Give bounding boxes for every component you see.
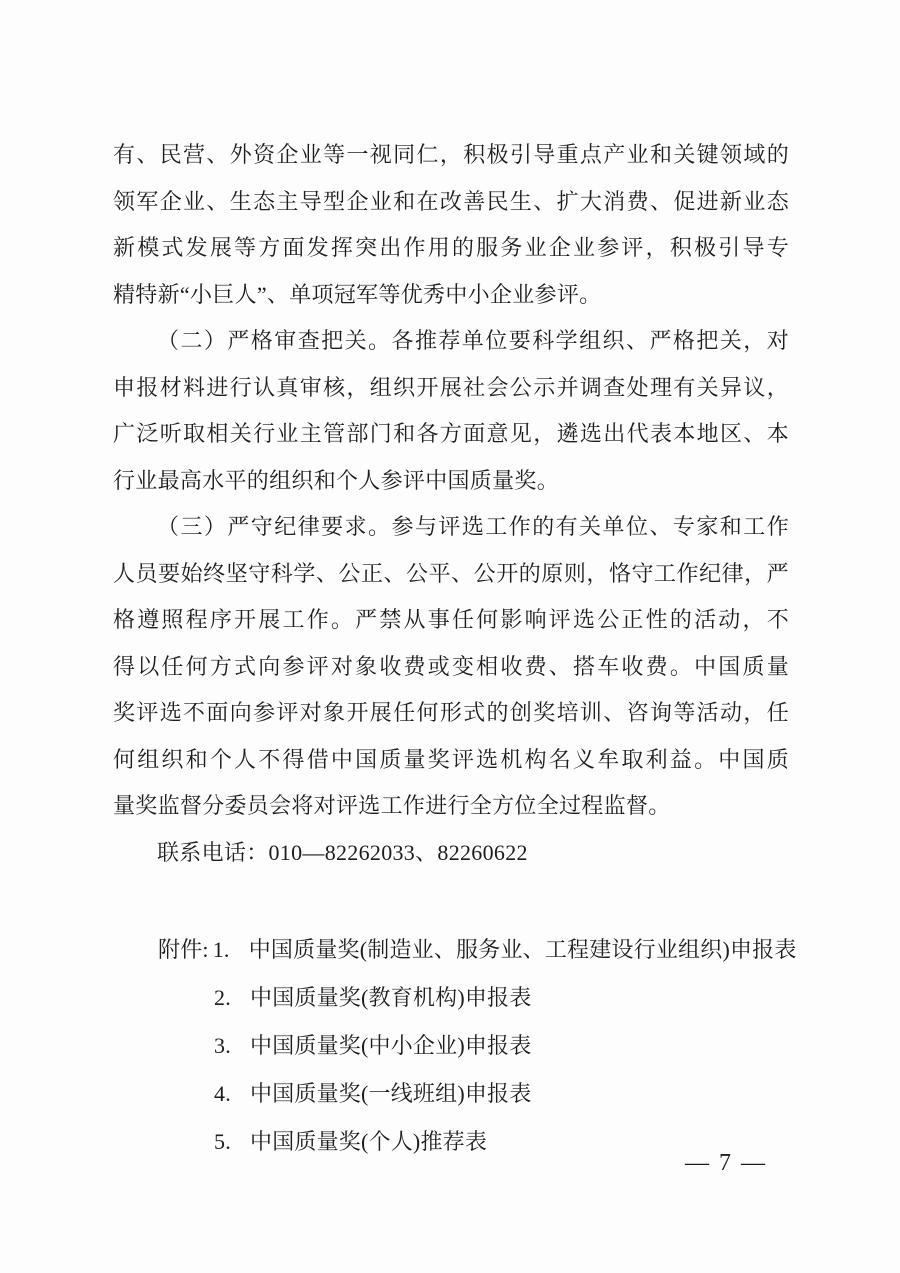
attachment-title: 中国质量奖(中小企业)申报表 bbox=[250, 1033, 532, 1058]
body-line: 何组织和个人不得借中国质量奖评选机构名义牟取利益。中国质 bbox=[113, 746, 789, 772]
attachment-title: 中国质量奖(制造业、服务业、工程建设行业组织)申报表 bbox=[248, 937, 797, 962]
body-line: 新模式发展等方面发挥突出作用的服务业企业参评，积极引导专 bbox=[113, 235, 789, 260]
body-line: 有、民营、外资企业等一视同仁，积极引导重点产业和关键领域的 bbox=[113, 142, 789, 167]
attachment-number: 5. bbox=[214, 1129, 231, 1154]
body-line: 领军企业、生态主导型企业和在改善民生、扩大消费、促进新业态 bbox=[113, 188, 789, 214]
attachments-list bbox=[113, 926, 797, 1166]
contact-phone-line: 联系电话：010—82262033、82260622 bbox=[157, 839, 528, 865]
attachment-number: 1. bbox=[212, 937, 230, 962]
body-line: 格遵照程序开展工作。严禁从事任何影响评选公正性的活动，不 bbox=[113, 607, 789, 632]
body-line: 得以任何方式向参评对象收费或变相收费、搭车收费。中国质量 bbox=[113, 653, 789, 679]
body-line: 申报材料进行认真审核，组织开展社会公示并调查处理有关异议， bbox=[113, 374, 789, 400]
attachment-title: 中国质量奖(个人)推荐表 bbox=[250, 1129, 488, 1154]
page-number: — 7 — bbox=[685, 1150, 767, 1176]
attachment-item bbox=[113, 926, 797, 974]
attachment-item bbox=[113, 974, 789, 1022]
body-line: 精特新“小巨人”、单项冠军等优秀中小企业参评。 bbox=[113, 281, 602, 307]
document-body bbox=[113, 132, 797, 1166]
attachment-title: 中国质量奖(一线班组)申报表 bbox=[250, 1081, 532, 1106]
body-line-section-2: （二）严格审查把关。各推荐单位要科学组织、严格把关，对 bbox=[157, 328, 789, 353]
body-line: 行业最高水平的组织和个人参评中国质量奖。 bbox=[113, 467, 560, 493]
attachment-title: 中国质量奖(教育机构)申报表 bbox=[250, 985, 532, 1010]
attachment-number: 3. bbox=[214, 1033, 231, 1058]
attachment-item bbox=[113, 1070, 789, 1118]
body-line: 量奖监督分委员会将对评选工作进行全方位全过程监督。 bbox=[113, 793, 671, 818]
attachment-number: 2. bbox=[214, 985, 231, 1010]
attachments-label: 附件: bbox=[158, 937, 209, 962]
attachment-item bbox=[113, 1022, 789, 1070]
body-line: 广泛听取相关行业主管部门和各方面意见，遴选出代表本地区、本 bbox=[113, 421, 789, 446]
body-line-section-3: （三）严守纪律要求。参与评选工作的有关单位、专家和工作 bbox=[157, 514, 789, 539]
attachment-number: 4. bbox=[214, 1081, 231, 1106]
body-line: 人员要始终坚守科学、公正、公平、公开的原则，恪守工作纪律，严 bbox=[113, 560, 789, 586]
body-line: 奖评选不面向参评对象开展任何形式的创奖培训、咨询等活动，任 bbox=[113, 700, 789, 725]
